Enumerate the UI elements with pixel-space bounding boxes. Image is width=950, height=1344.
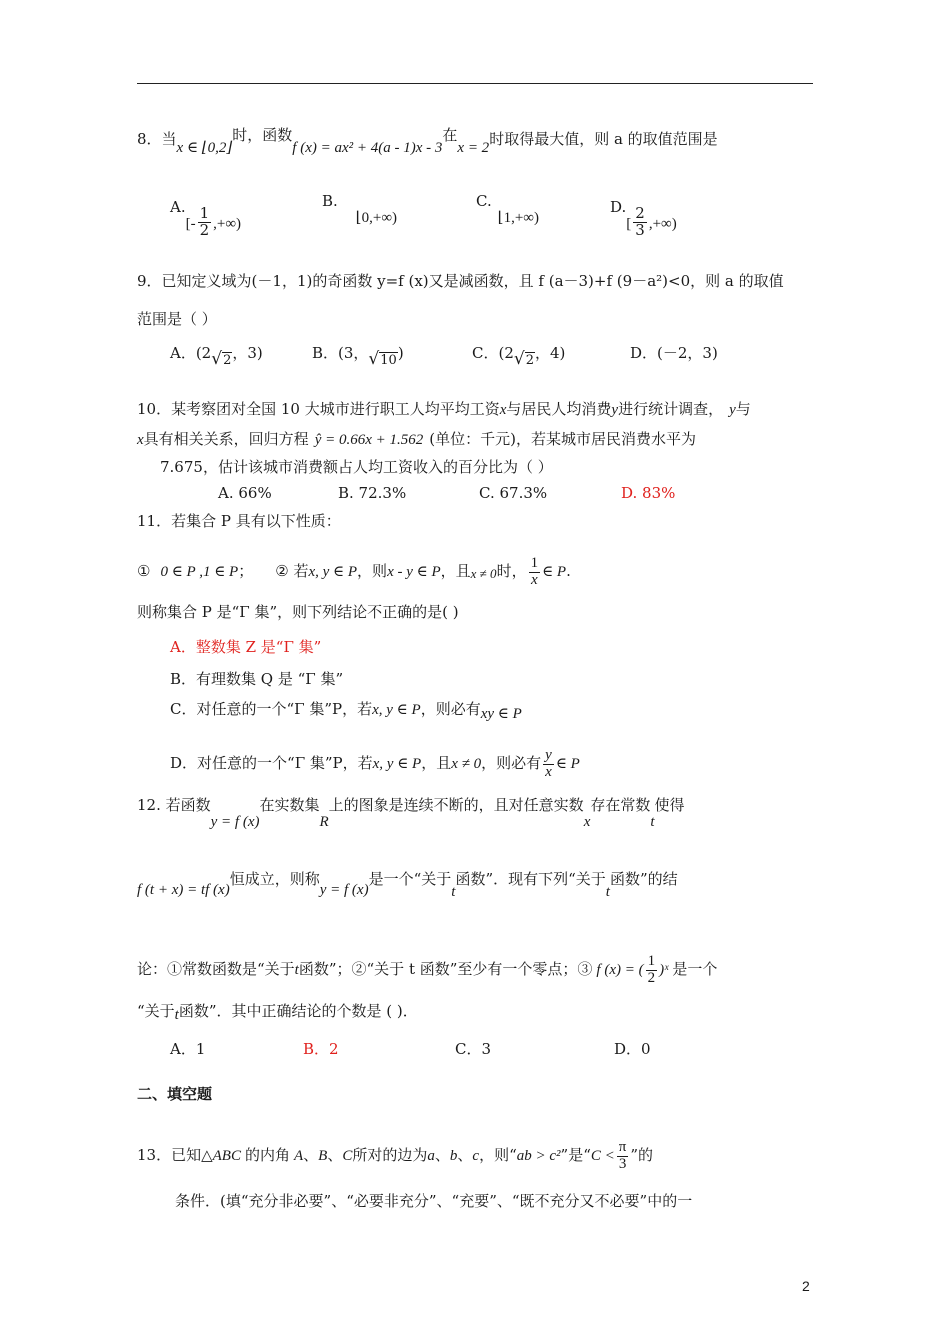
q11-condition-2-text-4: 时， — [496, 562, 527, 581]
q12-line-4 — [137, 1002, 418, 1022]
radicand: 2 — [223, 353, 232, 368]
q8-text-4: 时取得最大值，则 a 的取值范围是 — [489, 130, 718, 148]
q11-line-3: 则称集合 P 是“Γ 集”，则下列结论不正确的是( ) — [137, 603, 459, 621]
q9-option-c-pre: C．(2 — [472, 344, 514, 362]
q9-option-a-pre: A．(2 — [170, 344, 212, 362]
q10-line-1 — [137, 400, 751, 420]
q13-line-2: 条件．(填“充分非必要”、“必要非充分”、“充要”、“既不充分又不必要”中的一 — [175, 1192, 693, 1210]
fraction-denominator: 2 — [199, 220, 210, 239]
q11-option-c — [170, 700, 522, 720]
q13-math-4: C — [342, 1148, 353, 1165]
q8-option-c-value: ⌊1,+∞) — [497, 210, 539, 226]
q12-text-5: 使得 — [654, 796, 685, 814]
q9-option-d: D．(－2，3) — [630, 344, 718, 362]
q10-option-a: A. 66% — [218, 484, 272, 502]
q12-math-5: f (t + x) = tf (x) — [137, 882, 230, 898]
q11-condition-2-math-2: x - y ∈ P — [387, 564, 441, 581]
q12-line-2 — [137, 870, 678, 900]
q8-option-d-label: D. — [610, 198, 627, 217]
q11-option-d-math-1: x, y ∈ P — [372, 756, 422, 773]
fraction-denominator: 2 — [647, 969, 656, 986]
q13-line-1 — [137, 1132, 654, 1172]
q12-option-b: B．2 — [303, 1040, 339, 1058]
fraction-numerator: π — [618, 1139, 627, 1155]
q11-option-c-math-2: xy ∈ P — [480, 706, 522, 722]
q12-math-11: )ˣ — [659, 962, 669, 979]
q11-condition-2-math-1: x, y ∈ P — [308, 564, 358, 581]
q10-text-6: (单位：千元)，若某城市居民消费水平为 — [429, 430, 696, 448]
q13-math-3: B — [318, 1148, 328, 1165]
q12-text-8: 函数”．现有下列“关于 — [455, 870, 606, 888]
q13-math-9: C < — [590, 1148, 615, 1165]
q10-text-3: 进行统计调查， — [618, 400, 724, 418]
q10-option-c: C. 67.3% — [479, 484, 548, 502]
q11-condition-2-math-4: ∈ P — [542, 564, 567, 581]
fraction-denominator: x — [545, 763, 552, 780]
q10-var-x2: x — [137, 432, 144, 448]
q12-fraction — [646, 954, 658, 987]
q9-option-c — [472, 344, 565, 370]
radicand: 10 — [380, 353, 397, 368]
q13-math-5: a — [427, 1148, 435, 1165]
q12-text-2: 在实数集 — [259, 796, 320, 814]
q9-option-a-radical — [211, 349, 232, 370]
q8-math-function: f (x) = ax² + 4(a - 1)x - 3 — [292, 140, 443, 156]
q8-option-d — [610, 198, 677, 239]
q11-option-d-math-2: x ≠ 0 — [451, 756, 482, 773]
q13-math-6: b — [449, 1148, 458, 1165]
q9-option-c-post: ，4) — [535, 344, 566, 362]
q12-text-3: 上的图象是连续不断的，且对任意实数 — [328, 796, 584, 814]
q8-option-d-pre: [ — [626, 216, 632, 233]
q12-math-9: t — [294, 962, 299, 979]
fraction-denominator: 3 — [618, 1155, 627, 1172]
q9-option-a — [170, 344, 263, 370]
q11-condition-2-math-3: x ≠ 0 — [470, 566, 497, 582]
q10-text-2: 与居民人均消费 — [506, 400, 612, 418]
q8-option-a-post: ,+∞) — [213, 216, 242, 233]
q12-text-13: “关于 — [137, 1002, 175, 1020]
q9-option-b-pre: B．(3， — [312, 344, 369, 362]
q12-math-10: f (x) = ( — [596, 962, 644, 979]
q12-option-d: D．0 — [614, 1040, 651, 1058]
q13-math-2: A — [293, 1148, 304, 1165]
q8-option-a-pre: [- — [185, 216, 196, 233]
q11-option-d-math-3: ∈ P — [555, 756, 580, 773]
q12-math-2: R — [319, 814, 329, 830]
q13-text-7: 、 — [457, 1146, 473, 1165]
q10-var-y: y — [611, 402, 619, 418]
q8-option-c — [476, 192, 539, 226]
fraction-numerator: y — [545, 747, 552, 763]
q12-text-7: 是一个“关于 — [368, 870, 452, 888]
q11-option-a: A．整数集 Z 是“Γ 集” — [170, 638, 322, 656]
q12-math-1: y = f (x) — [210, 814, 260, 830]
radicand: 2 — [525, 353, 534, 368]
q10-line-3: 7.675，估计该城市消费额占人均工资收入的百分比为（ ） — [160, 458, 553, 476]
fraction-denominator: 3 — [635, 220, 645, 239]
q11-condition-2-text-1: ② 若 — [275, 562, 309, 581]
q8-text-1: 8．当 — [137, 130, 177, 148]
q8-option-a-fraction — [198, 206, 212, 239]
fraction-numerator: 2 — [635, 204, 645, 222]
q8-math-x2: x = 2 — [457, 140, 490, 156]
q9-line-2: 范围是（ ） — [137, 310, 217, 328]
q13-text-10: ”的 — [630, 1146, 654, 1165]
q11-option-c-math-1: x, y ∈ P — [372, 702, 421, 718]
q10-var-y2: y — [729, 402, 736, 418]
fraction-numerator: 1 — [647, 953, 656, 969]
fraction-numerator: 1 — [530, 555, 539, 571]
q11-option-d-text-2: ，且 — [421, 754, 452, 773]
q12-option-a: A．1 — [170, 1040, 206, 1058]
q11-condition-2-fraction — [529, 556, 541, 589]
fraction-denominator: x — [530, 571, 538, 588]
q12-text-14: 函数”．其中正确结论的个数是 ( )． — [178, 1002, 418, 1020]
q12-text-10: 论：①常数函数是“关于 — [137, 960, 295, 979]
q9-option-c-radical — [514, 349, 535, 370]
q11-option-d-text-1: D．对任意的一个“Γ 集”P，若 — [170, 754, 373, 773]
q8-text-3: 在 — [442, 126, 458, 144]
q8-option-a — [170, 198, 242, 239]
q13-math-7: c — [472, 1148, 480, 1165]
page-number: 2 — [802, 1278, 810, 1294]
q12-math-12: t — [174, 1007, 179, 1023]
q10-text-5: 具有相关关系，回归方程 — [143, 430, 309, 448]
fraction-numerator: 1 — [199, 204, 210, 222]
q8-option-b — [322, 192, 398, 226]
q11-condition-2-end: . — [566, 562, 571, 581]
q12-text-1: 12. 若函数 — [137, 796, 211, 814]
q12-text-6: 恒成立，则称 — [229, 870, 320, 888]
sqrt-icon: √ — [513, 349, 525, 369]
q13-text-5: 所对的边为 — [352, 1146, 428, 1165]
q10-var-x: x — [499, 402, 507, 418]
q8-math-domain: x ∈ ⌊0,2⌋ — [176, 140, 233, 156]
q12-text-11: 函数”；②“关于 t 函数”至少有一个零点；③ — [298, 960, 593, 979]
q11-condition-2-text-3: ，且 — [440, 562, 471, 581]
q12-math-6: y = f (x) — [319, 882, 369, 898]
q13-math-1: ABC — [212, 1148, 241, 1165]
q9-option-b — [312, 344, 404, 370]
q11-option-d-text-3: ，则必有 — [481, 754, 542, 773]
q12-text-12: 是一个 — [672, 960, 718, 979]
q11-line-1: 11．若集合 P 具有以下性质： — [137, 512, 341, 530]
q12-math-8: t — [605, 884, 610, 900]
q12-math-3: x — [583, 814, 591, 830]
q8-stem — [137, 126, 718, 156]
q12-math-7: t — [451, 884, 456, 900]
q12-option-c: C．3 — [455, 1040, 492, 1058]
q11-condition-2-text-2: ，则 — [357, 562, 388, 581]
q11-option-b: B．有理数集 Q 是 “Γ 集” — [170, 670, 344, 688]
q11-option-d — [170, 740, 580, 780]
q12-line-1 — [137, 796, 685, 830]
q11-conditions — [137, 548, 571, 588]
q10-text-1: 10．某考察团对全国 10 大城市进行职工人均平均工资 — [137, 400, 500, 418]
q13-math-8: ab > c² — [516, 1148, 561, 1165]
q11-condition-1-sep: ； — [238, 562, 254, 581]
q11-option-c-text-1: C．对任意的一个“Γ 集”P，若 — [170, 700, 373, 718]
q11-option-c-text-2: ，则必有 — [420, 700, 481, 718]
q11-option-d-fraction — [543, 748, 554, 781]
q13-text-4: 、 — [327, 1146, 343, 1165]
header-rule — [137, 83, 813, 84]
q13-fraction — [617, 1140, 629, 1173]
sqrt-icon: √ — [211, 349, 223, 369]
q8-option-a-label: A. — [170, 198, 186, 217]
q12-line-3 — [137, 948, 718, 986]
q8-option-c-label: C. — [476, 192, 492, 210]
q8-option-d-post: ,+∞) — [648, 216, 677, 233]
q11-condition-1-math: 0 ∈ P ,1 ∈ P — [160, 564, 239, 581]
q10-option-d: D. 83% — [621, 484, 676, 502]
q13-text-9: ”是“ — [560, 1146, 591, 1165]
q13-text-2: 的内角 — [244, 1146, 290, 1165]
q9-option-b-post: ) — [397, 344, 404, 362]
q8-text-2: 时，函数 — [232, 126, 293, 144]
q13-text-1: 13．已知△ — [137, 1146, 213, 1165]
sqrt-icon: √ — [368, 349, 380, 369]
q10-option-b: B. 72.3% — [338, 484, 407, 502]
section-heading: 二、填空题 — [137, 1085, 213, 1103]
q9-option-b-radical — [368, 349, 397, 370]
q10-text-4: 与 — [735, 400, 751, 418]
q13-text-3: 、 — [303, 1146, 319, 1165]
q8-option-b-value: ⌊0,+∞) — [355, 210, 398, 226]
q8-option-b-label: B. — [322, 192, 338, 210]
q9-option-a-post: ，3) — [232, 344, 263, 362]
q8-option-d-fraction — [633, 206, 647, 239]
q12-text-9: 函数”的结 — [609, 870, 678, 888]
q11-condition-1-marker: ① — [137, 562, 151, 581]
q12-text-4: 存在常数 — [590, 796, 651, 814]
q9-line-1: 9．已知定义域为(－1，1)的奇函数 y=f (x)又是减函数，且 f (a－3)+f (9－a²)<0，则 a 的取值 — [137, 272, 784, 290]
q13-text-8: ，则“ — [479, 1146, 517, 1165]
q10-line-2 — [137, 430, 696, 450]
q13-text-6: 、 — [434, 1146, 450, 1165]
q10-regression-equation: ŷ = 0.66x + 1.562 — [314, 432, 424, 448]
q12-math-4: t — [650, 814, 655, 830]
